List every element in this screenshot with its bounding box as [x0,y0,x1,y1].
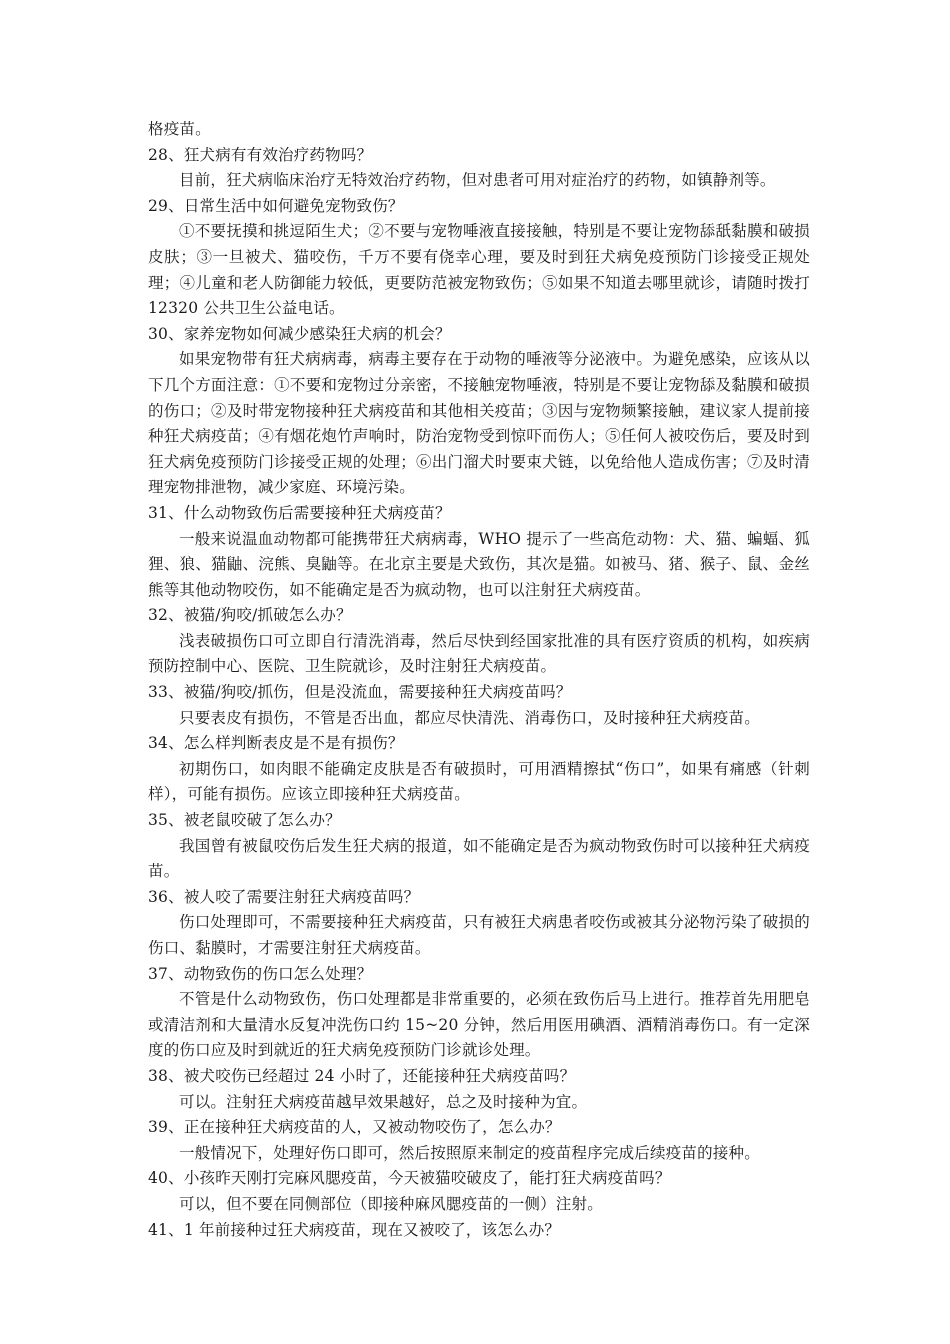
question-41: 41、1 年前接种过狂犬病疫苗，现在又被咬了，该怎么办？ [148,1220,561,1239]
answer-28: 目前，狂犬病临床治疗无特效治疗药物，但对患者可用对症治疗的药物，如镇静剂等。 [179,171,776,190]
answer-32: 浅表破损伤口可立即自行清洗消毒，然后尽快到经国家批准的具有医疗资质的机构，如疾病预防控制中心、医院、卫生院就诊，及时注射狂犬病疫苗。 [148,631,810,676]
answer-36: 伤口处理即可，不需要接种狂犬病疫苗，只有被狂犬病患者咬伤或被其分泌物污染了破损的伤口、黏膜时，才需要注射狂犬病疫苗。 [148,913,810,957]
answer-30: 如果宠物带有狂犬病病毒，病毒主要存在于动物的唾液等分泌液中。为避免感染，应该从以下几个方面注意：①不要和宠物过分亲密，不接触宠物唾液，特别是不要让宠物舔及黏膜和破损的伤口；②及时带宠物接种狂犬病疫苗和其他相关疫苗；③因与宠物频繁接触，建议家人提前接种狂犬病疫苗；④有烟花炮竹声响时，防治宠物受到惊吓而伤人；⑤任何人被咬伤后，要及时到狂犬病免疫预防门诊接受正规的处理；⑥出门溜犬时要束犬链，以免给他人造成伤害；⑦及时清理宠物排泄物，减少家庭、环境污染。 [148,350,810,497]
document-page [148,117,810,1243]
question-28: 28、狂犬病有有效治疗药物吗？ [148,145,373,164]
question-38: 38、被犬咬伤已经超过 24 小时了，还能接种狂犬病疫苗吗？ [148,1066,576,1085]
question-36: 36、被人咬了需要注射狂犬病疫苗吗？ [148,887,420,906]
question-39: 39、正在接种狂犬病疫苗的人，又被动物咬伤了，怎么办？ [148,1118,561,1137]
answer-33: 只要表皮有损伤，不管是否出血，都应尽快清洗、消毒伤口，及时接种狂犬病疫苗。 [179,708,760,727]
answer-34: 初期伤口，如肉眼不能确定皮肤是否有破损时，可用酒精擦拭“伤口”，如果有痛感（针刺样），可能有损伤。应该立即接种狂犬病疫苗。 [148,759,810,804]
lead-text: 格疫苗。 [148,120,211,138]
question-32: 32、被猫/狗咬/抓破怎么办？ [148,606,352,625]
answer-37: 不管是什么动物致伤，伤口处理都是非常重要的，必须在致伤后马上进行。推荐首先用肥皂或清洁剂和大量清水反复冲洗伤口约 15~20 分钟，然后用医用碘酒、酒精消毒伤口。有一定深度的伤口应及时到就近的狂犬病免疫预防门诊就诊处理。 [148,990,810,1060]
question-37: 37、动物致伤的伤口怎么处理？ [148,964,373,983]
question-40: 40、小孩昨天刚打完麻风腮疫苗，今天被猫咬破皮了，能打狂犬病疫苗吗？ [148,1169,671,1188]
question-31: 31、什么动物致伤后需要接种狂犬病疫苗？ [148,503,451,522]
answer-29: ①不要抚摸和挑逗陌生犬；②不要与宠物唾液直接接触，特别是不要让宠物舔舐黏膜和破损皮肤；③一旦被犬、猫咬伤，千万不要有侥幸心理，要及时到狂犬病免疫预防门诊接受正规处理；④儿童和老人防御能力较低，更要防范被宠物致伤；⑤如果不知道去哪里就诊，请随时拨打 12320 公共卫生公益电话。 [148,222,810,318]
question-34: 34、怎么样判断表皮是不是有损伤？ [148,734,404,753]
answer-40: 可以，但不要在同侧部位（即接种麻风腮疫苗的一侧）注射。 [179,1194,603,1213]
answer-38: 可以。注射狂犬病疫苗越早效果越好，总之及时接种为宜。 [179,1092,588,1111]
question-29: 29、日常生活中如何避免宠物致伤？ [148,196,404,215]
answer-31: 一般来说温血动物都可能携带狂犬病病毒，WHO 提示了一些高危动物：犬、猫、蝙蝠、狐狸、狼、猫鼬、浣熊、臭鼬等。在北京主要是犬致伤，其次是猫。如被马、猪、猴子、鼠、金丝熊等其他动物咬伤，如不能确定是否为疯动物，也可以注射狂犬病疫苗。 [148,529,810,599]
question-35: 35、被老鼠咬破了怎么办？ [148,811,341,830]
answer-35: 我国曾有被鼠咬伤后发生狂犬病的报道，如不能确定是否为疯动物致伤时可以接种狂犬病疫苗。 [148,836,810,881]
answer-39: 一般情况下，处理好伤口即可，然后按照原来制定的疫苗程序完成后续疫苗的接种。 [179,1143,760,1162]
question-33: 33、被猫/狗咬/抓伤，但是没流血，需要接种狂犬病疫苗吗？ [148,683,572,702]
question-30: 30、家养宠物如何减少感染狂犬病的机会？ [148,324,451,343]
